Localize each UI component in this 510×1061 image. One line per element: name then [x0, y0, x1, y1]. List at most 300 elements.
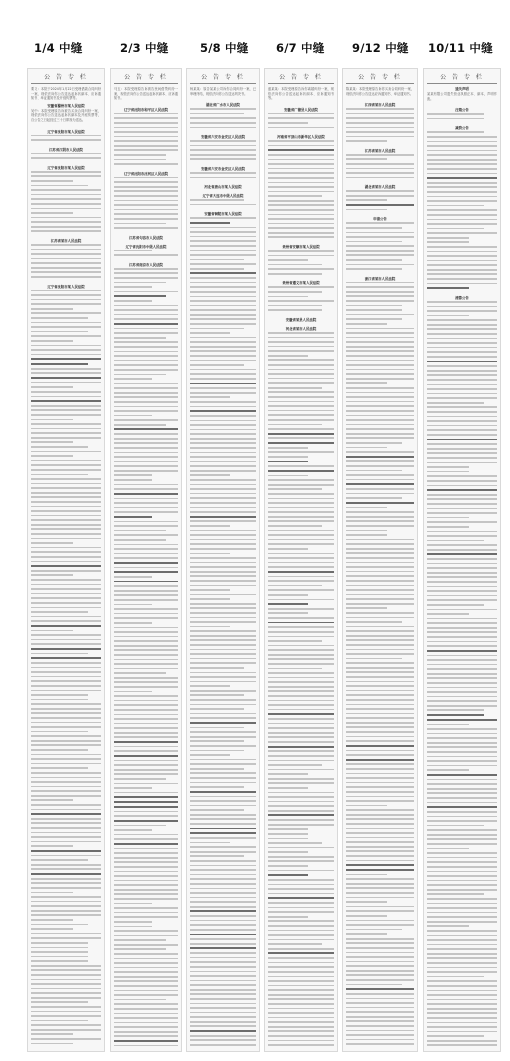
text-line [427, 319, 497, 321]
text-line [346, 942, 414, 944]
text-line [31, 377, 101, 379]
text-line [268, 259, 308, 261]
text-line [31, 331, 88, 333]
text-line [268, 962, 334, 964]
text-line [346, 800, 414, 802]
text-line [427, 553, 497, 555]
text-line [31, 919, 73, 921]
notice-body: 吴中：本院受理原告诉被告买卖合同纠纷一案，现依法向你公告送达起诉状副本及开庭传票等，自公告之日起经过三十日即视为送达。 [31, 108, 101, 122]
text-line [427, 328, 497, 330]
text-line [346, 965, 414, 967]
text-line [31, 547, 101, 549]
text-line [346, 667, 414, 669]
text-line [427, 544, 497, 546]
text-line [31, 157, 101, 159]
text-line [268, 300, 334, 302]
text-line [268, 548, 308, 550]
text-line [268, 191, 334, 193]
text-line [31, 153, 101, 155]
text-line [346, 791, 414, 793]
text-line [346, 254, 414, 256]
text-line [31, 901, 101, 903]
text-line [346, 1039, 414, 1041]
text-line [190, 727, 244, 729]
text-line [114, 415, 152, 417]
text-line [114, 640, 178, 642]
text-line [31, 308, 73, 310]
text-line [31, 620, 101, 622]
text-line [31, 460, 101, 462]
text-line [268, 172, 334, 174]
text-line [190, 874, 256, 876]
text-line [346, 736, 414, 738]
text-line [31, 423, 101, 425]
text-line [190, 772, 256, 774]
text-line [346, 1043, 414, 1045]
text-line [346, 938, 414, 940]
text-line [190, 117, 256, 119]
text-line [427, 232, 497, 234]
text-line [31, 533, 101, 535]
text-line [31, 979, 101, 981]
text-line [190, 924, 256, 926]
text-line [190, 309, 256, 311]
text-line [346, 841, 414, 843]
text-line [31, 864, 101, 866]
text-line [190, 612, 256, 614]
text-line [346, 892, 414, 894]
text-line [346, 355, 414, 357]
text-line [268, 902, 334, 904]
text-line [190, 1012, 256, 1014]
text-line [427, 627, 497, 629]
text-line [31, 896, 101, 898]
text-line [31, 593, 101, 595]
text-line [427, 342, 497, 344]
text-line [31, 230, 101, 232]
text-line [114, 926, 152, 928]
text-line [268, 273, 322, 275]
text-line [268, 847, 334, 849]
text-line [346, 332, 414, 334]
text-line [427, 429, 497, 431]
text-line [190, 897, 256, 899]
text-line [427, 912, 497, 914]
text-line [114, 820, 178, 822]
text-line [427, 682, 497, 684]
text-line [190, 998, 256, 1000]
text-line [31, 469, 101, 471]
text-line [268, 631, 334, 633]
notice-court: 辽宁省沈阳市某人民法院 [47, 284, 85, 289]
notice-court: 江苏省某市人民法院 [364, 148, 396, 153]
text-line [190, 869, 256, 871]
text-line [346, 869, 414, 871]
text-line [268, 209, 334, 211]
text-line [190, 438, 256, 440]
text-line [427, 563, 497, 565]
text-line [31, 574, 73, 576]
text-line [346, 759, 414, 761]
text-line [190, 553, 230, 555]
text-line [114, 149, 178, 151]
text-line [268, 1003, 334, 1005]
text-line [114, 581, 178, 583]
text-line [346, 961, 414, 963]
text-line [31, 290, 101, 292]
text-line [114, 474, 152, 476]
text-line [268, 736, 334, 738]
text-line [114, 672, 166, 674]
text-line [190, 341, 256, 343]
text-line [346, 245, 414, 247]
text-line [268, 350, 334, 352]
text-line [190, 984, 256, 986]
notice-column-2 [110, 68, 182, 1052]
text-line [346, 933, 387, 935]
text-line [268, 539, 334, 541]
text-line [268, 778, 334, 780]
text-line [268, 140, 334, 142]
text-line [427, 264, 497, 266]
text-line [114, 127, 178, 129]
text-line [190, 387, 256, 389]
text-line [346, 131, 414, 133]
text-line [190, 360, 256, 362]
text-line [268, 530, 334, 532]
text-line [114, 613, 178, 615]
notice-court: 河北省唐山市某人民法院 [204, 185, 242, 190]
text-line [190, 373, 256, 375]
text-line [190, 828, 256, 830]
text-line [268, 479, 334, 481]
text-line [346, 264, 414, 266]
text-line [427, 494, 497, 496]
text-line [190, 920, 256, 922]
text-line [427, 696, 497, 698]
text-line [427, 709, 484, 711]
text-line [268, 520, 334, 522]
text-line [114, 410, 178, 412]
text-line [114, 654, 178, 656]
text-line [346, 850, 414, 852]
text-line [190, 484, 256, 486]
text-line [190, 745, 256, 747]
text-line [346, 140, 387, 142]
text-line [114, 314, 178, 316]
text-line [427, 1017, 497, 1019]
text-line [268, 437, 334, 439]
text-line [31, 478, 101, 480]
text-line [346, 346, 414, 348]
text-line [346, 232, 414, 234]
text-line [114, 387, 178, 389]
text-line [346, 543, 414, 545]
text-line [31, 754, 101, 756]
text-line [427, 921, 497, 923]
column-label-2: 2/3 中缝 [120, 41, 169, 55]
text-line [268, 668, 322, 670]
text-line [31, 335, 101, 337]
text-line [190, 571, 256, 573]
text-line [346, 998, 414, 1000]
text-line [31, 349, 101, 351]
notice-court: 安徽省六安市金安区人民法院 [200, 166, 246, 171]
text-line [427, 848, 469, 850]
text-line [268, 617, 334, 619]
text-line [268, 410, 334, 412]
text-line [190, 396, 230, 398]
text-line [190, 626, 230, 628]
text-line [190, 507, 256, 509]
notice-item [190, 87, 256, 96]
text-line [114, 305, 178, 307]
text-line [114, 875, 178, 877]
text-line [190, 672, 256, 674]
text-line [268, 681, 334, 683]
text-line [31, 519, 101, 521]
text-line [268, 911, 334, 913]
text-line [114, 880, 178, 882]
text-line [114, 204, 178, 206]
notice-item [268, 87, 334, 101]
text-line [427, 871, 497, 873]
text-line [31, 910, 101, 912]
text-line [31, 951, 88, 953]
text-line [268, 396, 334, 398]
text-line [268, 773, 308, 775]
text-line [190, 250, 256, 252]
text-line [268, 971, 334, 973]
text-line [31, 685, 101, 687]
text-line [346, 222, 414, 224]
text-line [268, 787, 308, 789]
notice-text-block [427, 104, 497, 1046]
text-line [31, 198, 101, 200]
text-line [114, 746, 178, 748]
text-line [190, 814, 256, 816]
notice-court: 清算公告 [455, 295, 469, 300]
text-line [114, 461, 178, 463]
text-line [31, 699, 88, 701]
text-line [427, 370, 497, 372]
text-line [427, 173, 497, 175]
text-line [346, 621, 402, 623]
text-line [268, 355, 308, 357]
text-line [31, 501, 101, 503]
text-line [114, 355, 178, 357]
text-line [190, 699, 256, 701]
text-line [268, 814, 334, 816]
text-line [114, 227, 178, 229]
text-line [114, 548, 178, 550]
text-line [114, 140, 178, 142]
text-line [268, 571, 334, 573]
text-line [31, 317, 88, 319]
text-line [114, 1040, 178, 1042]
notice-text-block [190, 99, 256, 1045]
text-line [190, 639, 256, 641]
text-line [346, 1016, 414, 1018]
text-line [190, 328, 244, 330]
text-line [114, 218, 178, 220]
text-line [268, 870, 334, 872]
text-line [268, 636, 334, 638]
text-line [190, 809, 244, 811]
text-line [31, 850, 101, 852]
text-line [427, 948, 497, 950]
text-line [114, 806, 178, 808]
text-line [190, 204, 256, 206]
text-line [114, 282, 166, 284]
text-line [346, 612, 414, 614]
text-line [114, 944, 178, 946]
text-line [346, 694, 414, 696]
text-line [114, 309, 178, 311]
text-line [268, 948, 334, 950]
text-line [114, 976, 178, 978]
text-line [190, 516, 256, 518]
text-line [346, 378, 414, 380]
text-line [190, 548, 256, 550]
text-line [346, 154, 414, 156]
text-line [31, 947, 88, 949]
text-line [190, 694, 244, 696]
text-line [114, 907, 178, 909]
text-line [346, 282, 414, 284]
text-line [114, 154, 166, 156]
text-line [190, 199, 244, 201]
text-line [114, 866, 178, 868]
text-line [427, 1012, 497, 1014]
text-line [346, 113, 414, 115]
text-line [114, 727, 178, 729]
text-line [114, 553, 178, 555]
text-line [31, 409, 101, 411]
text-line [190, 245, 256, 247]
text-line [346, 548, 414, 550]
text-line [346, 323, 387, 325]
text-line [31, 515, 101, 517]
text-line [31, 496, 101, 498]
text-line [114, 521, 178, 523]
text-line [190, 525, 230, 527]
text-line [346, 846, 414, 848]
text-line [31, 299, 101, 301]
text-line [427, 1031, 497, 1033]
text-line [346, 947, 414, 949]
text-line [268, 943, 322, 945]
text-line [31, 772, 101, 774]
text-line [114, 516, 152, 518]
text-line [427, 361, 497, 363]
text-line [31, 956, 88, 958]
text-line [346, 268, 402, 270]
text-line [346, 984, 402, 986]
text-line [268, 127, 334, 129]
text-line [190, 511, 256, 513]
column-title: 公 告 专 栏 [279, 74, 323, 81]
text-line [346, 713, 414, 715]
text-line [268, 493, 334, 495]
text-line [114, 525, 178, 527]
text-line [190, 122, 256, 124]
text-line [268, 916, 308, 918]
text-line [31, 781, 101, 783]
column-label-5: 9/12 中缝 [352, 41, 409, 55]
text-line [114, 177, 178, 179]
text-line [268, 603, 308, 605]
text-line [268, 888, 334, 890]
text-line [346, 516, 414, 518]
notice-court: 安徽省六安市金安区人民法院 [200, 135, 246, 140]
text-line [190, 456, 256, 458]
text-line [190, 296, 256, 298]
text-line [31, 551, 101, 553]
text-line [268, 428, 334, 430]
text-line [114, 990, 178, 992]
text-line [31, 1033, 73, 1035]
text-line [114, 921, 152, 923]
text-line [190, 777, 256, 779]
text-line [31, 643, 101, 645]
notice-court: 江苏省某市人民法院 [50, 238, 82, 243]
text-line [427, 714, 484, 716]
text-line [114, 401, 178, 403]
notice-body: 马五：本院受理原告诉被告民间借贷纠纷一案，现依法向你公告送达起诉状副本、应诉通知书。 [114, 87, 178, 101]
notice-court: 辽宁省沈阳市某人民法院 [47, 129, 85, 134]
text-line [114, 1035, 178, 1037]
text-line [268, 626, 334, 628]
text-line [31, 419, 73, 421]
text-line [268, 1040, 334, 1042]
text-line [427, 765, 497, 767]
text-line [268, 838, 308, 840]
text-line [346, 805, 387, 807]
text-line [346, 456, 414, 458]
text-line [268, 589, 334, 591]
text-line [31, 175, 101, 177]
text-line [427, 962, 497, 964]
text-line [114, 999, 166, 1001]
text-line [427, 687, 497, 689]
text-line [268, 1008, 334, 1010]
text-line [427, 645, 497, 647]
notice-court: 辽宁省沈阳市中级人民法院 [125, 244, 167, 249]
text-line [346, 539, 414, 541]
text-line [268, 686, 334, 688]
text-line [268, 359, 334, 361]
text-line [190, 796, 256, 798]
text-line [31, 1024, 101, 1026]
text-line [346, 685, 414, 687]
text-line [114, 916, 178, 918]
text-line [346, 796, 414, 798]
text-line [268, 939, 334, 941]
text-line [268, 709, 334, 711]
text-line [268, 502, 334, 504]
notice-item [427, 87, 497, 101]
text-line [190, 818, 256, 820]
text-line [268, 989, 334, 991]
text-line [114, 604, 152, 606]
text-line [346, 177, 414, 179]
text-line [31, 1020, 88, 1022]
text-line [190, 401, 256, 403]
text-line [114, 195, 178, 197]
text-line [114, 442, 178, 444]
text-line [114, 668, 178, 670]
